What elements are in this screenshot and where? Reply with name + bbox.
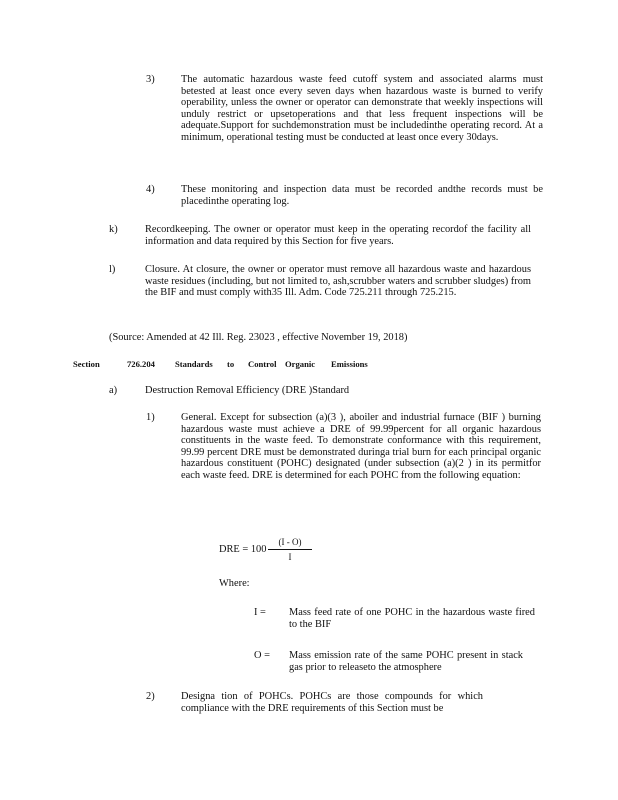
- section-title-word-1: Standards: [175, 359, 213, 369]
- item-a1-label: 1): [146, 412, 155, 423]
- def-I-symbol: I =: [254, 607, 266, 618]
- def-O-symbol: O =: [254, 650, 270, 661]
- section-word: Section: [73, 359, 100, 369]
- item-a2-label: 2): [146, 691, 155, 702]
- source-note: (Source: Amended at 42 Ill. Reg. 23023 , effective November 19, 2018): [109, 332, 408, 343]
- item-a-label: a): [109, 385, 118, 396]
- section-number: 726.204: [127, 359, 155, 369]
- item-a-heading: Destruction Removal Efficiency (DRE )Standard: [145, 385, 350, 396]
- fraction-bar: [268, 549, 312, 550]
- item-3-text: The automatic hazardous waste feed cutoff system and associated alarms must betested at least once every seven days when hazardous waste is burned to verify operability, unless the owner or operator can demonstrate that weekly inspections will unduly restrict or upsetoperations and that less frequent inspections will be adequate.Support for suchdemonstration must be includedinthe operating record. At a minimum, operational testing must be conducted at least once every 30days.: [181, 74, 543, 143]
- item-l-text: Closure. At closure, the owner or operator must remove all hazardous waste and hazardous waste residues (including, but not limited to, ash,scrubber waters and scrubber sludges) from the BIF and must comply with35 Ill. Adm. Code 725.211 through 725.215.: [145, 264, 531, 299]
- section-title-word-5: Emissions: [331, 359, 368, 369]
- item-4-label: 4): [146, 184, 155, 195]
- item-3-label: 3): [146, 74, 155, 85]
- def-O-text: Mass emission rate of the same POHC present in stack gas prior to releaseto the atmosphere: [289, 650, 523, 673]
- item-k-label: k): [109, 224, 118, 235]
- item-k-text: Recordkeeping. The owner or operator must keep in the operating recordof the facility all information and data required by this Section for five years.: [145, 224, 531, 247]
- def-I-text: Mass feed rate of one POHC in the hazardous waste fired to the BIF: [289, 607, 535, 630]
- section-title-word-2: to: [227, 359, 235, 369]
- equation-numerator: (I - O): [278, 537, 302, 547]
- item-a1-text: General. Except for subsection (a)(3 ), aboiler and industrial furnace (BIF ) burning hazardous waste must achieve a DRE of 99.99percent for all organic hazardous constituents in the waste feed. To demonstrate conformance with this requirement, 99.99 percent DRE must be demonstrated duringa trial burn for each principal organic hazardous constituent (POHC) designated (under subsection (a)(2 ) in its permitfor each waste feed. DRE is determined for each POHC from the following equation:: [181, 412, 541, 481]
- section-title-word-4: Organic: [285, 359, 316, 369]
- section-title-word-3: Control: [248, 359, 277, 369]
- equation-fraction: [268, 537, 312, 563]
- where-label: Where:: [219, 578, 250, 589]
- item-a2-text: Designa tion of POHCs. POHCs are those compounds for which compliance with the DRE requirements of this Section must be: [181, 691, 483, 714]
- item-l-label: l): [109, 264, 116, 275]
- equation-denominator: I: [288, 552, 292, 562]
- item-4-text: These monitoring and inspection data must be recorded andthe records must be placedinthe operating log.: [181, 184, 543, 207]
- equation-lhs: DRE = 100: [219, 544, 267, 555]
